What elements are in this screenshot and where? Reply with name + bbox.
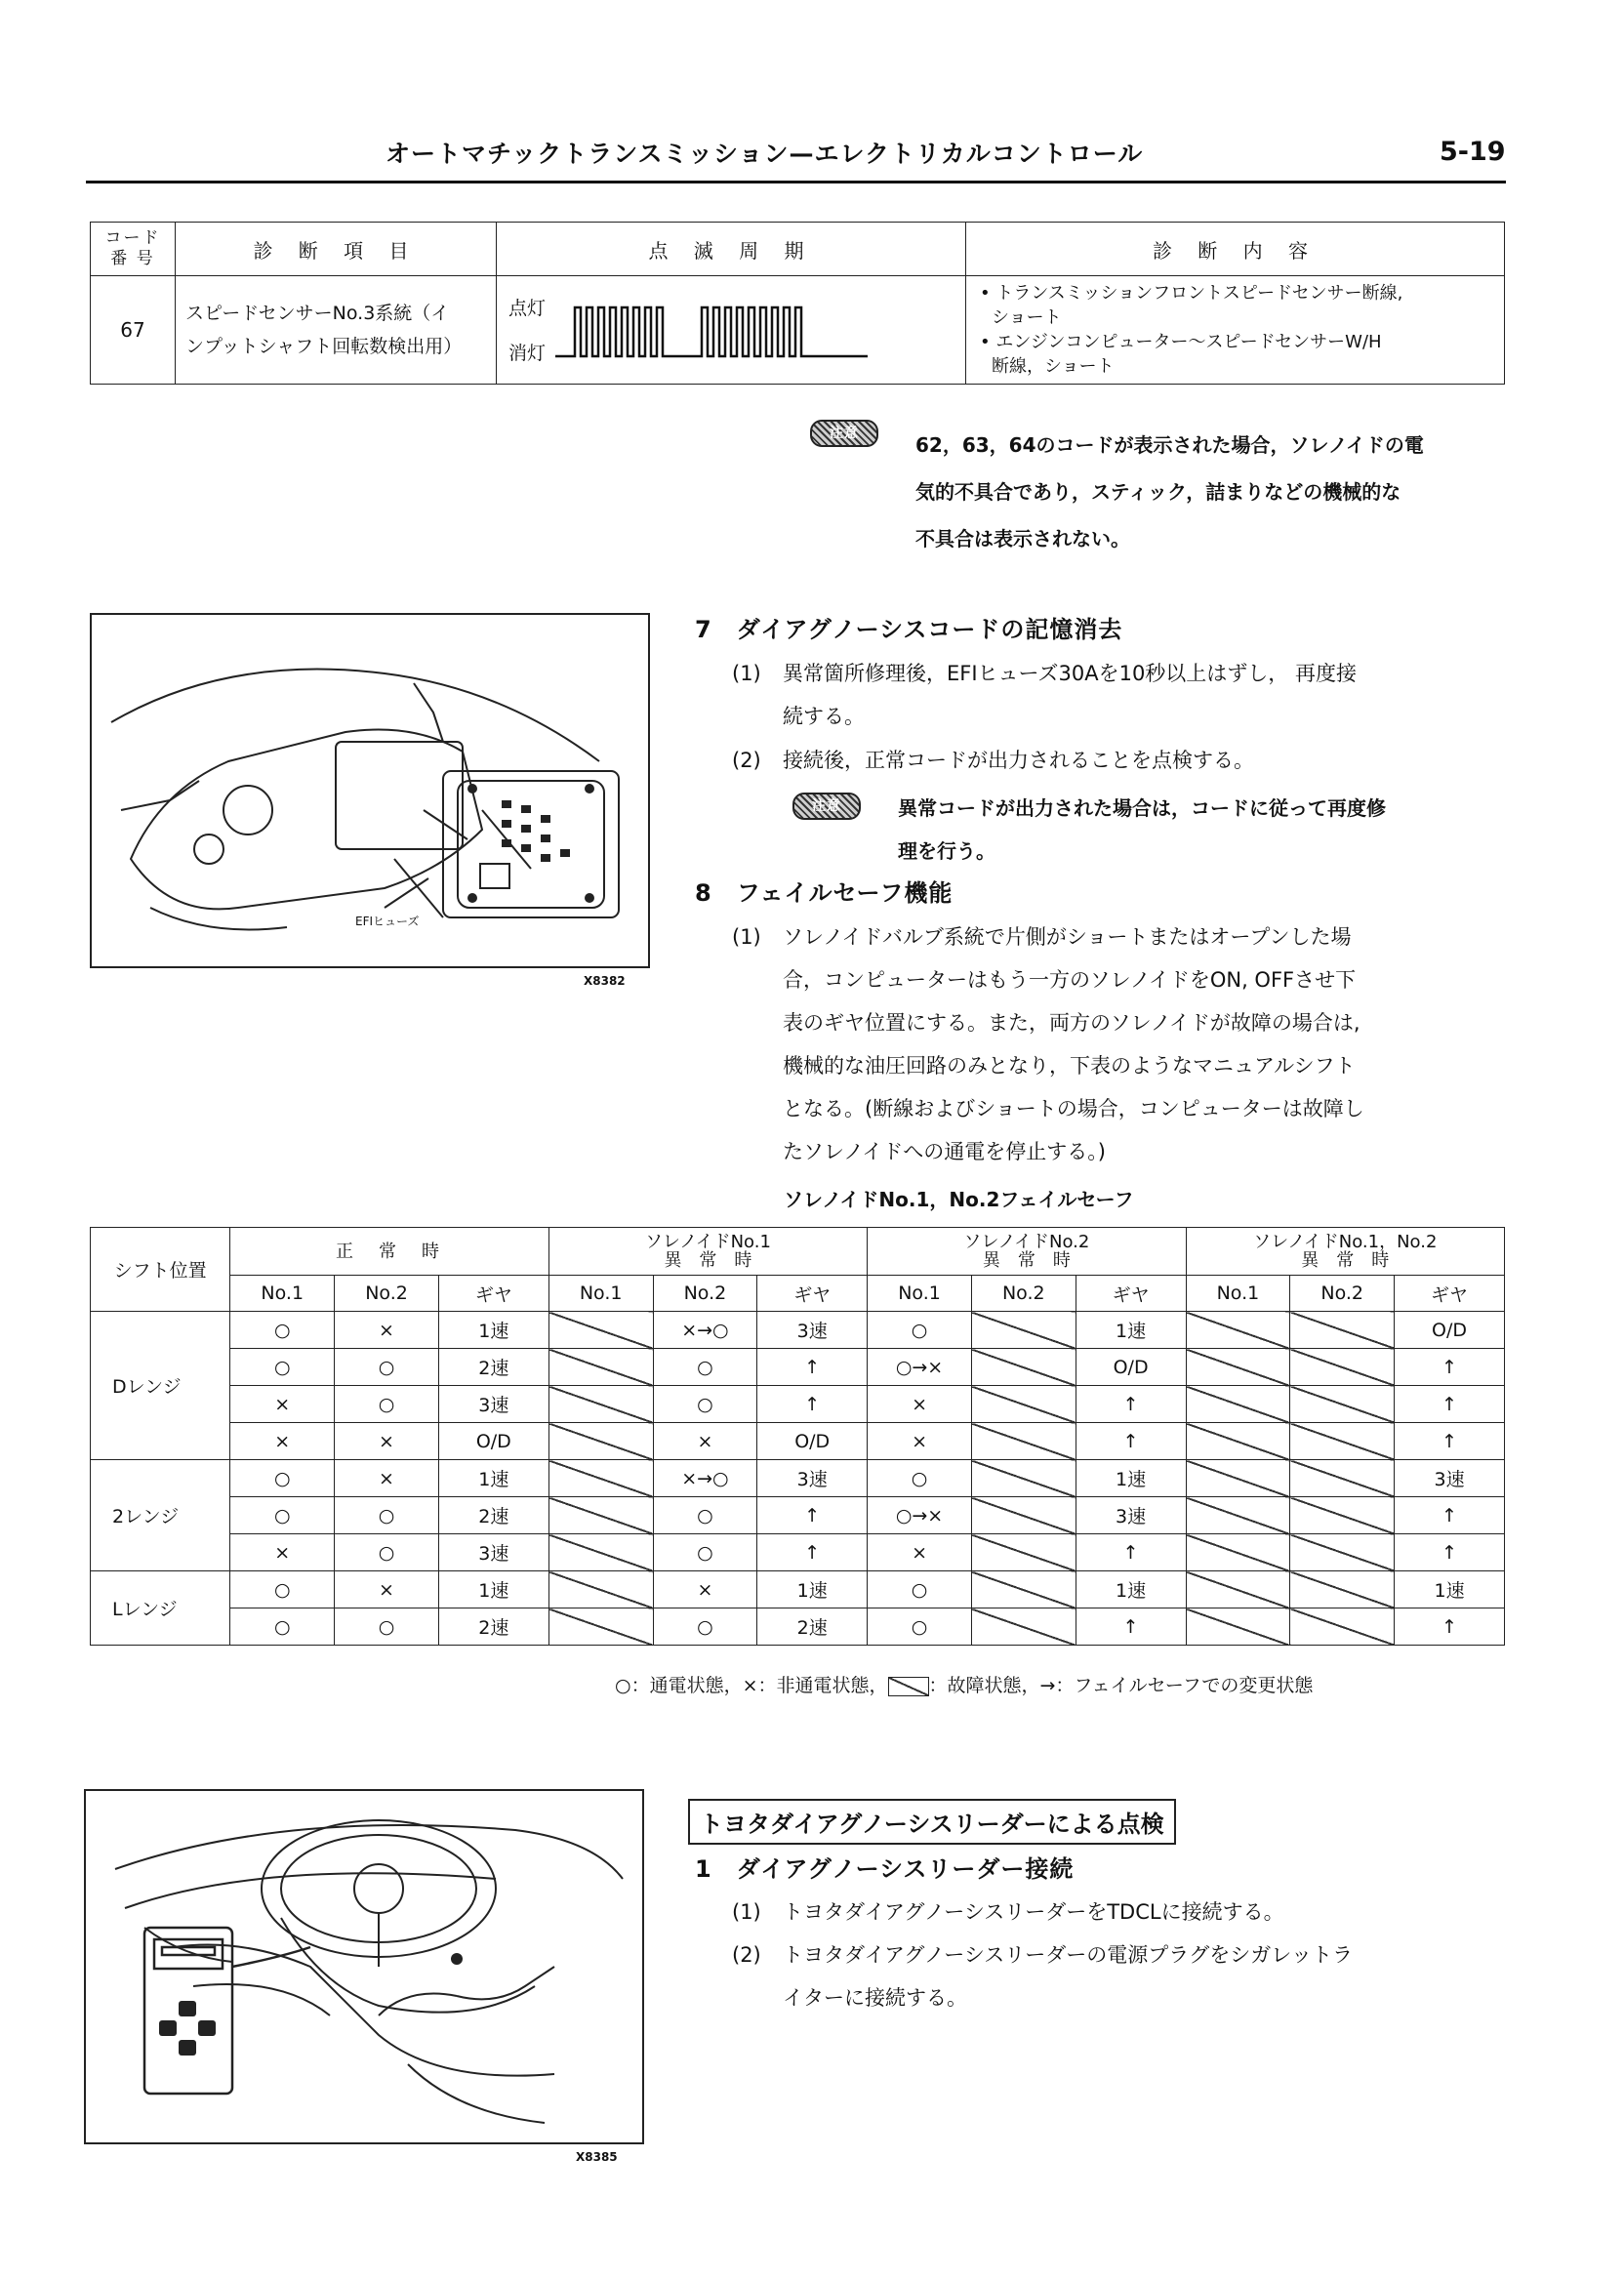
failsafe-row xyxy=(91,1571,1505,1608)
failsafe-table-title: ソレノイドNo.1，No.2フェイルセーフ xyxy=(784,1188,1134,1211)
failsafe-cell: ○ xyxy=(335,1349,439,1386)
failed-solenoid-cell xyxy=(548,1312,653,1349)
failed-solenoid-cell xyxy=(971,1534,1076,1571)
failsafe-cell: 1速 xyxy=(1076,1460,1186,1497)
failsafe-cell: 3速 xyxy=(1395,1460,1505,1497)
step-number: (1) xyxy=(732,1900,761,1924)
failed-solenoid-cell xyxy=(1186,1497,1290,1534)
failsafe-cell: ↑ xyxy=(1395,1534,1505,1571)
failed-solenoid-cell xyxy=(971,1608,1076,1646)
step-number: (1) xyxy=(732,662,761,685)
failed-solenoid-cell xyxy=(1290,1312,1395,1349)
failsafe-table-body xyxy=(91,1312,1505,1646)
code-table-row xyxy=(91,276,1505,385)
step1-line1: 異常箇所修理後，EFIヒューズ30Aを10秒以上はずし， 再度接 xyxy=(783,662,1357,685)
failsafe-table xyxy=(90,1227,1505,1646)
failed-solenoid-cell xyxy=(1186,1386,1290,1423)
failsafe-cell: ○ xyxy=(653,1349,757,1386)
failsafe-cell: O/D xyxy=(1395,1312,1505,1349)
diagnosis-item-line2: ンプットシャフト回転数検出用） xyxy=(185,336,463,357)
failsafe-cell: ×→○ xyxy=(653,1460,757,1497)
header-divider xyxy=(86,181,1506,183)
failed-solenoid-cell xyxy=(1186,1312,1290,1349)
figure2-code: X8385 xyxy=(576,2150,618,2164)
failsafe-cell: 3速 xyxy=(438,1386,548,1423)
on-label: 点灯 xyxy=(508,298,547,319)
failsafe-cell: ○ xyxy=(335,1497,439,1534)
section8-line2: 合，コンピューターはもう一方のソレノイドをON, OFFさせ下 xyxy=(783,968,1357,992)
failsafe-cell: 1速 xyxy=(1395,1571,1505,1608)
subheader-cell: No.2 xyxy=(971,1276,1076,1312)
step-number: (2) xyxy=(732,1943,761,1967)
failsafe-cell: ○ xyxy=(868,1571,972,1608)
note-text xyxy=(915,422,1501,562)
failed-solenoid-cell xyxy=(1290,1349,1395,1386)
blink-waveform xyxy=(555,305,955,359)
subheader-cell: No.1 xyxy=(548,1276,653,1312)
diagnosis-content xyxy=(966,276,1505,385)
section8-line4: 機械的な油圧回路のみとなり，下表のようなマニュアルシフト xyxy=(783,1054,1356,1078)
off-label: 消灯 xyxy=(508,343,547,364)
failsafe-cell: ○ xyxy=(230,1312,335,1349)
diagnosis-item-line1: スピードセンサーNo.3系統（イ xyxy=(185,303,450,324)
failsafe-cell: ↑ xyxy=(757,1534,868,1571)
failsafe-cell: ○ xyxy=(230,1460,335,1497)
legend-text-b: ：故障状態，→：フェイルセーフでの変更状態 xyxy=(928,1675,1314,1696)
page-header-title: オートマチックトランスミッション—エレクトリカルコントロール xyxy=(386,140,1144,168)
subheader-cell: ギヤ xyxy=(1395,1276,1505,1312)
diagnostic-code-table xyxy=(90,222,1505,385)
failsafe-cell: × xyxy=(230,1386,335,1423)
section8-heading: 8 フェイルセーフ機能 xyxy=(695,879,954,907)
content-line1: • トランスミッションフロントスピードセンサー断線, xyxy=(980,283,1403,304)
failed-solenoid-cell xyxy=(971,1386,1076,1423)
failed-solenoid-cell xyxy=(548,1571,653,1608)
subheader-cell: No.2 xyxy=(335,1276,439,1312)
failsafe-cell: O/D xyxy=(438,1423,548,1460)
subheader-cell: No.2 xyxy=(653,1276,757,1312)
failsafe-cell: ○→× xyxy=(868,1497,972,1534)
efi-fuse-label: EFIヒューズ xyxy=(355,915,420,928)
failsafe-cell: × xyxy=(335,1571,439,1608)
failsafe-cell: × xyxy=(868,1386,972,1423)
failed-solenoid-cell xyxy=(548,1386,653,1423)
shift-range-label: Dレンジ xyxy=(91,1312,230,1460)
failed-solenoid-cell xyxy=(1290,1460,1395,1497)
failsafe-cell: ↑ xyxy=(1395,1386,1505,1423)
header-diagnosis-content: 診 断 内 容 xyxy=(966,223,1505,276)
solenoid1-fail-group-header xyxy=(548,1228,867,1276)
failsafe-cell: ↑ xyxy=(757,1497,868,1534)
failsafe-row xyxy=(91,1534,1505,1571)
reader-step2-line2: イターに接続する。 xyxy=(783,1986,967,2010)
failsafe-cell: 1速 xyxy=(438,1460,548,1497)
failsafe-cell: ↑ xyxy=(1076,1608,1186,1646)
step-number: (2) xyxy=(732,749,761,772)
failsafe-cell: 3速 xyxy=(1076,1497,1186,1534)
failsafe-group-header-row xyxy=(91,1228,1505,1276)
subheader-cell: ギヤ xyxy=(757,1276,868,1312)
failsafe-cell: O/D xyxy=(757,1423,868,1460)
failed-solenoid-cell xyxy=(1186,1571,1290,1608)
failsafe-cell: × xyxy=(335,1460,439,1497)
failsafe-cell: ○ xyxy=(868,1608,972,1646)
subheader-cell: ギヤ xyxy=(1076,1276,1186,1312)
failsafe-cell: ○ xyxy=(230,1571,335,1608)
section7-heading: 7 ダイアグノーシスコードの記憶消去 xyxy=(695,616,1123,643)
failed-state-symbol xyxy=(888,1677,929,1696)
failsafe-row xyxy=(91,1349,1505,1386)
failed-solenoid-cell xyxy=(548,1460,653,1497)
failsafe-cell: × xyxy=(653,1571,757,1608)
failed-solenoid-cell xyxy=(548,1497,653,1534)
failsafe-row xyxy=(91,1460,1505,1497)
reader-step2-line1: トヨタダイアグノーシスリーダーの電源プラグをシガレットラ xyxy=(783,1943,1354,1967)
failsafe-cell: ↑ xyxy=(1395,1349,1505,1386)
failsafe-cell: 1速 xyxy=(1076,1571,1186,1608)
failed-solenoid-cell xyxy=(1290,1497,1395,1534)
content-line2: ショート xyxy=(992,307,1062,328)
note-line1: 62，63，64のコードが表示された場合，ソレノイドの電 xyxy=(915,433,1424,457)
failed-solenoid-cell xyxy=(1186,1460,1290,1497)
step1-line2: 続する。 xyxy=(783,705,865,728)
failsafe-cell: 3速 xyxy=(757,1312,868,1349)
failed-solenoid-cell xyxy=(548,1534,653,1571)
section7-note xyxy=(792,793,1510,863)
section7-note-text xyxy=(898,787,1503,873)
normal-group-header: 正 常 時 xyxy=(230,1228,548,1276)
failsafe-cell: ○ xyxy=(868,1312,972,1349)
failed-solenoid-cell xyxy=(548,1349,653,1386)
failed-solenoid-cell xyxy=(971,1497,1076,1534)
blink-cycle-cell xyxy=(497,276,966,385)
failsafe-cell: ○ xyxy=(653,1608,757,1646)
content-line3: • エンジンコンピューター〜スピードセンサーW/H xyxy=(980,332,1382,352)
solenoid1-fail-line1: ソレノイドNo.1 xyxy=(644,1232,771,1252)
section8-line5: となる。(断線およびショートの場合，コンピューターは故障し xyxy=(783,1097,1364,1120)
reader-heading: 1 ダイアグノーシスリーダー接続 xyxy=(695,1855,1075,1883)
engine-bay-figure xyxy=(90,613,650,968)
failsafe-cell: ↑ xyxy=(1076,1386,1186,1423)
solenoid2-fail-line2: 異 常 時 xyxy=(982,1250,1071,1271)
subheader-cell: No.2 xyxy=(1290,1276,1395,1312)
failsafe-row xyxy=(91,1312,1505,1349)
failsafe-cell: 3速 xyxy=(757,1460,868,1497)
failsafe-cell: × xyxy=(230,1423,335,1460)
section8-line3: 表のギヤ位置にする。また，両方のソレノイドが故障の場合は, xyxy=(783,1011,1360,1035)
failed-solenoid-cell xyxy=(1186,1423,1290,1460)
failsafe-cell: ○ xyxy=(230,1497,335,1534)
failsafe-cell: ○ xyxy=(335,1534,439,1571)
note-line2: 気的不具合であり，スティック，詰まりなどの機械的な xyxy=(915,480,1401,504)
failed-solenoid-cell xyxy=(1290,1423,1395,1460)
reader-step2 xyxy=(732,1934,1513,2019)
subheader-cell: ギヤ xyxy=(438,1276,548,1312)
subheader-cell: No.1 xyxy=(1186,1276,1290,1312)
subheader-cell: No.1 xyxy=(868,1276,972,1312)
failsafe-subheader-row xyxy=(91,1276,1505,1312)
failsafe-cell: 1速 xyxy=(757,1571,868,1608)
caution-badge: 注意 xyxy=(810,420,878,447)
note-line2: 理を行う。 xyxy=(898,839,995,863)
step2-line1: 接続後，正常コードが出力されることを点検する。 xyxy=(783,749,1254,772)
failsafe-cell: 3速 xyxy=(438,1534,548,1571)
failsafe-cell: × xyxy=(868,1534,972,1571)
legend-text-a: ○：通電状態，×：非通電状態， xyxy=(615,1675,888,1696)
failsafe-row xyxy=(91,1386,1505,1423)
failsafe-cell: ↑ xyxy=(1076,1423,1186,1460)
failsafe-cell: ○ xyxy=(653,1386,757,1423)
failed-solenoid-cell xyxy=(548,1608,653,1646)
failsafe-cell: ↑ xyxy=(1395,1608,1505,1646)
failsafe-cell: × xyxy=(230,1534,335,1571)
failed-solenoid-cell xyxy=(1186,1608,1290,1646)
failed-solenoid-cell xyxy=(971,1423,1076,1460)
failsafe-cell: ↑ xyxy=(1395,1497,1505,1534)
note-line1: 異常コードが出力された場合は，コードに従って再度修 xyxy=(898,796,1386,820)
failsafe-cell: ○ xyxy=(230,1349,335,1386)
failsafe-cell: O/D xyxy=(1076,1349,1186,1386)
page-number: 5-19 xyxy=(1440,137,1506,167)
solenoid2-fail-line1: ソレノイドNo.2 xyxy=(963,1232,1090,1252)
solenoid2-fail-group-header xyxy=(868,1228,1186,1276)
failed-solenoid-cell xyxy=(1290,1608,1395,1646)
figure1-code: X8382 xyxy=(584,974,626,988)
failsafe-cell: ○ xyxy=(230,1608,335,1646)
failed-solenoid-cell xyxy=(1290,1534,1395,1571)
failsafe-cell: ↑ xyxy=(1395,1423,1505,1460)
section8-step1 xyxy=(732,916,1518,1173)
caution-badge: 注意 xyxy=(792,793,861,820)
step-number: (1) xyxy=(732,925,761,949)
failsafe-row xyxy=(91,1497,1505,1534)
failsafe-cell: ○ xyxy=(653,1497,757,1534)
failed-solenoid-cell xyxy=(1186,1349,1290,1386)
failsafe-cell: × xyxy=(868,1423,972,1460)
failsafe-cell: ↑ xyxy=(757,1386,868,1423)
failsafe-cell: ↑ xyxy=(757,1349,868,1386)
failsafe-cell: ×→○ xyxy=(653,1312,757,1349)
failsafe-cell: 1速 xyxy=(438,1571,548,1608)
failsafe-cell: ○ xyxy=(653,1534,757,1571)
reader-step1-text: トヨタダイアグノーシスリーダーをTDCLに接続する。 xyxy=(783,1900,1284,1924)
failsafe-cell: 2速 xyxy=(438,1497,548,1534)
code-number: 67 xyxy=(91,276,176,385)
header-blink-cycle: 点 滅 周 期 xyxy=(497,223,966,276)
shift-position-header: シフト位置 xyxy=(91,1228,230,1312)
failsafe-cell: ○ xyxy=(868,1460,972,1497)
dashboard-reader-illustration xyxy=(86,1791,642,2142)
section7-step1 xyxy=(732,652,1513,738)
section8-line6: たソレノイドへの通電を停止する。) xyxy=(783,1140,1106,1163)
both-fail-group-header xyxy=(1186,1228,1504,1276)
failsafe-legend xyxy=(615,1671,1313,1697)
shift-range-label: Lレンジ xyxy=(91,1571,230,1646)
reader-boxed-heading: トヨタダイアグノーシスリーダーによる点検 xyxy=(688,1799,1176,1845)
section7-step2 xyxy=(732,739,1513,782)
note-62-63-64 xyxy=(810,420,1508,550)
diagnosis-reader-figure xyxy=(84,1789,644,2144)
content-line4: 断線，ショート xyxy=(992,356,1115,377)
both-fail-line1: ソレノイドNo.1，No.2 xyxy=(1253,1232,1438,1252)
failed-solenoid-cell xyxy=(1290,1571,1395,1608)
section8-line1: ソレノイドバルブ系統で片側がショートまたはオープンした場 xyxy=(783,925,1352,949)
failsafe-cell: 1速 xyxy=(1076,1312,1186,1349)
reader-step1 xyxy=(732,1891,1513,1934)
failsafe-cell: 1速 xyxy=(438,1312,548,1349)
failsafe-cell: ○ xyxy=(335,1608,439,1646)
failed-solenoid-cell xyxy=(1290,1386,1395,1423)
failsafe-cell: ○→× xyxy=(868,1349,972,1386)
failsafe-row xyxy=(91,1423,1505,1460)
subheader-cell: No.1 xyxy=(230,1276,335,1312)
failsafe-cell: ↑ xyxy=(1076,1534,1186,1571)
header-code-number: コード 番 号 xyxy=(91,223,176,276)
failed-solenoid-cell xyxy=(971,1349,1076,1386)
failsafe-cell: ○ xyxy=(335,1386,439,1423)
note-line3: 不具合は表示されない。 xyxy=(915,527,1130,550)
failsafe-cell: 2速 xyxy=(438,1349,548,1386)
diagnosis-item xyxy=(176,276,497,385)
header-diagnosis-item: 診 断 項 目 xyxy=(176,223,497,276)
failsafe-cell: × xyxy=(335,1423,439,1460)
solenoid1-fail-line2: 異 常 時 xyxy=(664,1250,752,1271)
failsafe-cell: 2速 xyxy=(438,1608,548,1646)
failsafe-cell: × xyxy=(653,1423,757,1460)
failsafe-cell: 2速 xyxy=(757,1608,868,1646)
failed-solenoid-cell xyxy=(971,1460,1076,1497)
failed-solenoid-cell xyxy=(971,1571,1076,1608)
code-table-header-row xyxy=(91,223,1505,276)
failed-solenoid-cell xyxy=(971,1312,1076,1349)
failsafe-cell: × xyxy=(335,1312,439,1349)
failed-solenoid-cell xyxy=(548,1423,653,1460)
shift-range-label: 2レンジ xyxy=(91,1460,230,1571)
failsafe-row xyxy=(91,1608,1505,1646)
failed-solenoid-cell xyxy=(1186,1534,1290,1571)
both-fail-line2: 異 常 時 xyxy=(1301,1250,1390,1271)
